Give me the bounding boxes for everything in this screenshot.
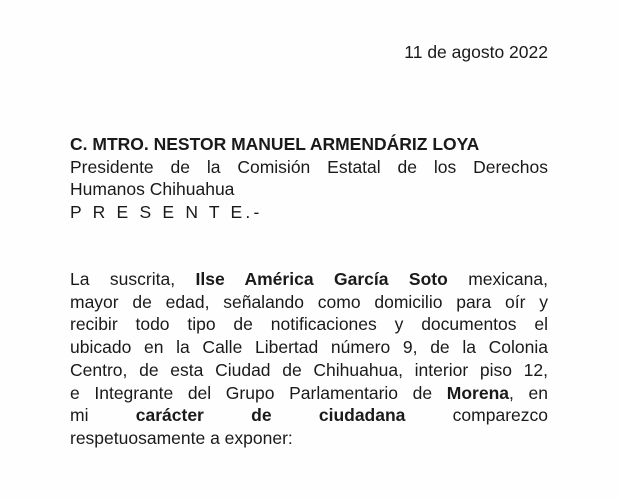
body-text-segment: comparezco <box>405 405 549 426</box>
signatory-name: Ilse América García Soto <box>195 269 448 289</box>
body-text-segment: mi <box>70 405 136 426</box>
addressee-name: C. MTRO. NESTOR MANUEL ARMENDÁRIZ LOYA <box>70 134 480 154</box>
body-line-2: mayor de edad, señalando como domicilio para oír y <box>70 291 548 312</box>
addressee-role-line-1: Presidente de la Comisión Estatal de los Derechos <box>70 156 548 177</box>
body-text-segment: mexicana, <box>447 269 548 289</box>
body-line-6 <box>70 382 548 405</box>
body-text-segment: , en <box>509 382 548 403</box>
document-date: 11 de agosto 2022 <box>404 42 548 62</box>
body-line-3: recibir todo tipo de notificaciones y documentos el <box>70 314 548 335</box>
body-line-7 <box>70 404 548 427</box>
addressee-role-line-2: Humanos Chihuahua <box>70 179 235 199</box>
body-text-segment: La suscrita, <box>70 269 196 289</box>
body-line-1 <box>70 268 548 291</box>
body-text-segment: e Integrante del Grupo Parlamentario de <box>70 382 447 403</box>
party-name: Morena <box>446 382 510 403</box>
body-line-5: Centro, de esta Ciudad de Chihuahua, interior piso 12, <box>70 359 548 380</box>
addressee-block <box>70 133 548 223</box>
body-line-4: ubicado en la Calle Libertad número 9, de la Colonia <box>70 337 548 358</box>
presente-salutation: P R E S E N T E.- <box>70 201 263 222</box>
body-paragraph <box>70 268 548 450</box>
capacity-phrase: carácter de ciudadana <box>135 405 406 426</box>
body-line-8: respetuosamente a exponer: <box>70 427 293 448</box>
